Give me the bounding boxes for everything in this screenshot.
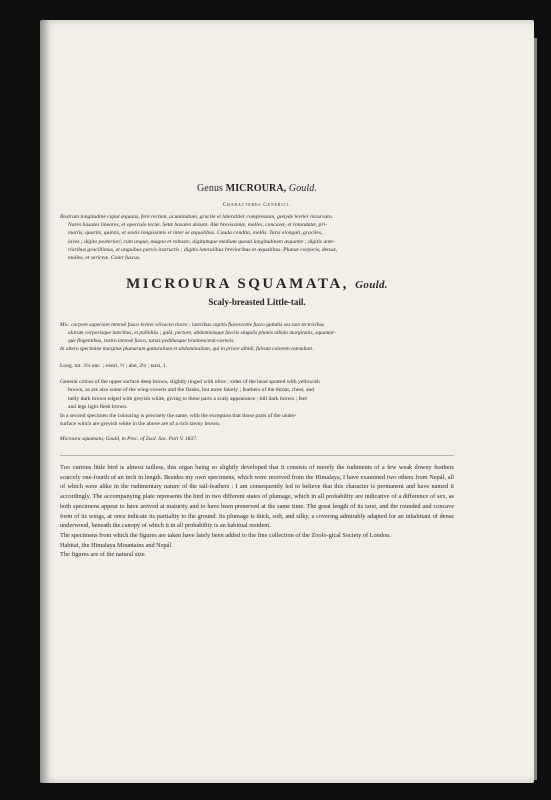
latin-description-line: alarum corporisque lateribus, et pallidiùs ; gulâ, pectore, abdominisque fasciis singulis plumis albido marginatis, squamar-	[68, 330, 336, 336]
latin-description-line: In altero specimine marginæ plumarum gutturalium et abdominalium, qui in priore albidi, fulvum colorem ostendunt.	[60, 346, 314, 352]
body-paragraph: Habitat, the Himalaya Mountains and Nepál.	[60, 541, 173, 549]
generic-characters-line: rioribus gracillimus, et unguibus parvis instructis ; digitis lateralibus brevioribus et æqualibus. Plumæ corporis, densæ,	[68, 246, 338, 253]
latin-description-line: Mic. corpore superiore intensè fusco leviter olivaceo tincto ; lateribus capitis flavescente fusco guttatis sex non tectricibus	[60, 322, 325, 328]
generic-characters-line: Nares basales lineares, et operculo tectæ. Setæ basales desunt. Alæ brevissimæ, molles, concavæ, et rotundatæ, pri-	[68, 222, 327, 229]
page-edge	[534, 38, 537, 780]
english-description	[60, 378, 454, 428]
english-description-line: surface which are greyish white in the above are of a rich tawny brown.	[60, 421, 221, 428]
generic-characters-line: laves ; digito posteriori, cum ungue, magno et robusto, digitumque medium quoad longitudinem æquante ; digitis ante-	[68, 238, 335, 245]
species-heading	[60, 276, 454, 293]
body-text	[60, 463, 454, 560]
characters-heading: Characteres Generici.	[222, 203, 292, 208]
generic-characters-line: mariis, quartis, quintis, et sextis longissimis et inter se æqualibus. Cauda condita, mollis. Tarsi elongati, graciles,	[68, 230, 323, 237]
genus-prefix: Genus	[196, 183, 224, 194]
genus-heading	[60, 183, 454, 194]
generic-characters-line: Rostrum longitudine caput æquans, ferè rectum, acuminatum, gracile et lateraliter compressum, gonyde leviter incurvato.	[60, 214, 334, 220]
body-paragraph: The figures are of the natural size.	[60, 551, 147, 559]
english-description-line: and legs light flesh brown.	[68, 404, 128, 411]
genus-author: Gould.	[288, 183, 317, 194]
latin-description-line: que fingentibus, rostro intensè fusco, tarsis pedibusque brunnescenti-carneis.	[68, 338, 235, 344]
body-paragraph-text: curious little bird is almost tailless, this organ being so slightly developed that it consists of merely the rudiments of a few weak downy feathers scarcely one-fourth of an inch in length. Besides my own specimens, which were received from the Himalaya, I have examined two others from Nepál, all of which were alike in the rudimentary nature of the tail-feathers : I am consequently led to believe that this character is permanent and have named it accordingly. The accompanying plate represents the bird in two different states of plumage, which in all probability are indicative of a difference of sex, as both specimens appear to have arrived at maturity and to have been preserved at the same time. The great length of its tarsi, and the rounded and concave form of its wings, at once indicate its partiality to the ground. Its plumage is thick, soft, and silky, a covering admirably adapted for an inhabitant of dense underwood, beneath the canopy of which it in all probability is an habitual resident.	[60, 464, 455, 530]
genus-name: MICROURA,	[225, 183, 287, 194]
species-name: MICROURA SQUAMATA,	[126, 276, 349, 292]
english-description-line: belly dark brown edged with greyish white, giving to these parts a scaly appearance ; bill dark brown ; feet	[68, 395, 307, 402]
english-description-line: brown, as are also some of the wing-coverts and the flanks, but more faintly ; feathers of the throat, chest, and	[68, 387, 315, 394]
reference: Microura squamata, Gould, in Proc. of Zool. Soc. Part V. 1837.	[60, 436, 198, 442]
page-gutter-shadow	[40, 20, 50, 783]
english-description-line: General colour of the upper surface deep brown, slightly tinged with olive ; sides of the head spotted with yellowish	[60, 379, 320, 385]
body-paragraph	[60, 463, 454, 531]
english-description-line: In a second specimen the colouring is precisely the same, with the exception that those parts of the under-	[60, 412, 297, 419]
body-paragraph: The specimens from which the figures are taken have lately been added to the fine collection of the Zoolo-gical Society of London.	[60, 531, 391, 539]
species-author: Gould.	[355, 279, 388, 291]
generic-characters-line: molles, et sericeæ. Color fuscus.	[68, 255, 141, 262]
section-divider	[60, 455, 454, 456]
generic-characters	[60, 213, 454, 262]
body-first-word: This	[60, 464, 71, 471]
latin-description	[60, 321, 454, 353]
measurements: Long. tot. 3¼ unc. ; rostri, ½ ; alæ, 2⅛ ; tarsi, 1.	[60, 363, 168, 369]
common-name: Scaly-breasted Little-tail.	[208, 297, 306, 307]
